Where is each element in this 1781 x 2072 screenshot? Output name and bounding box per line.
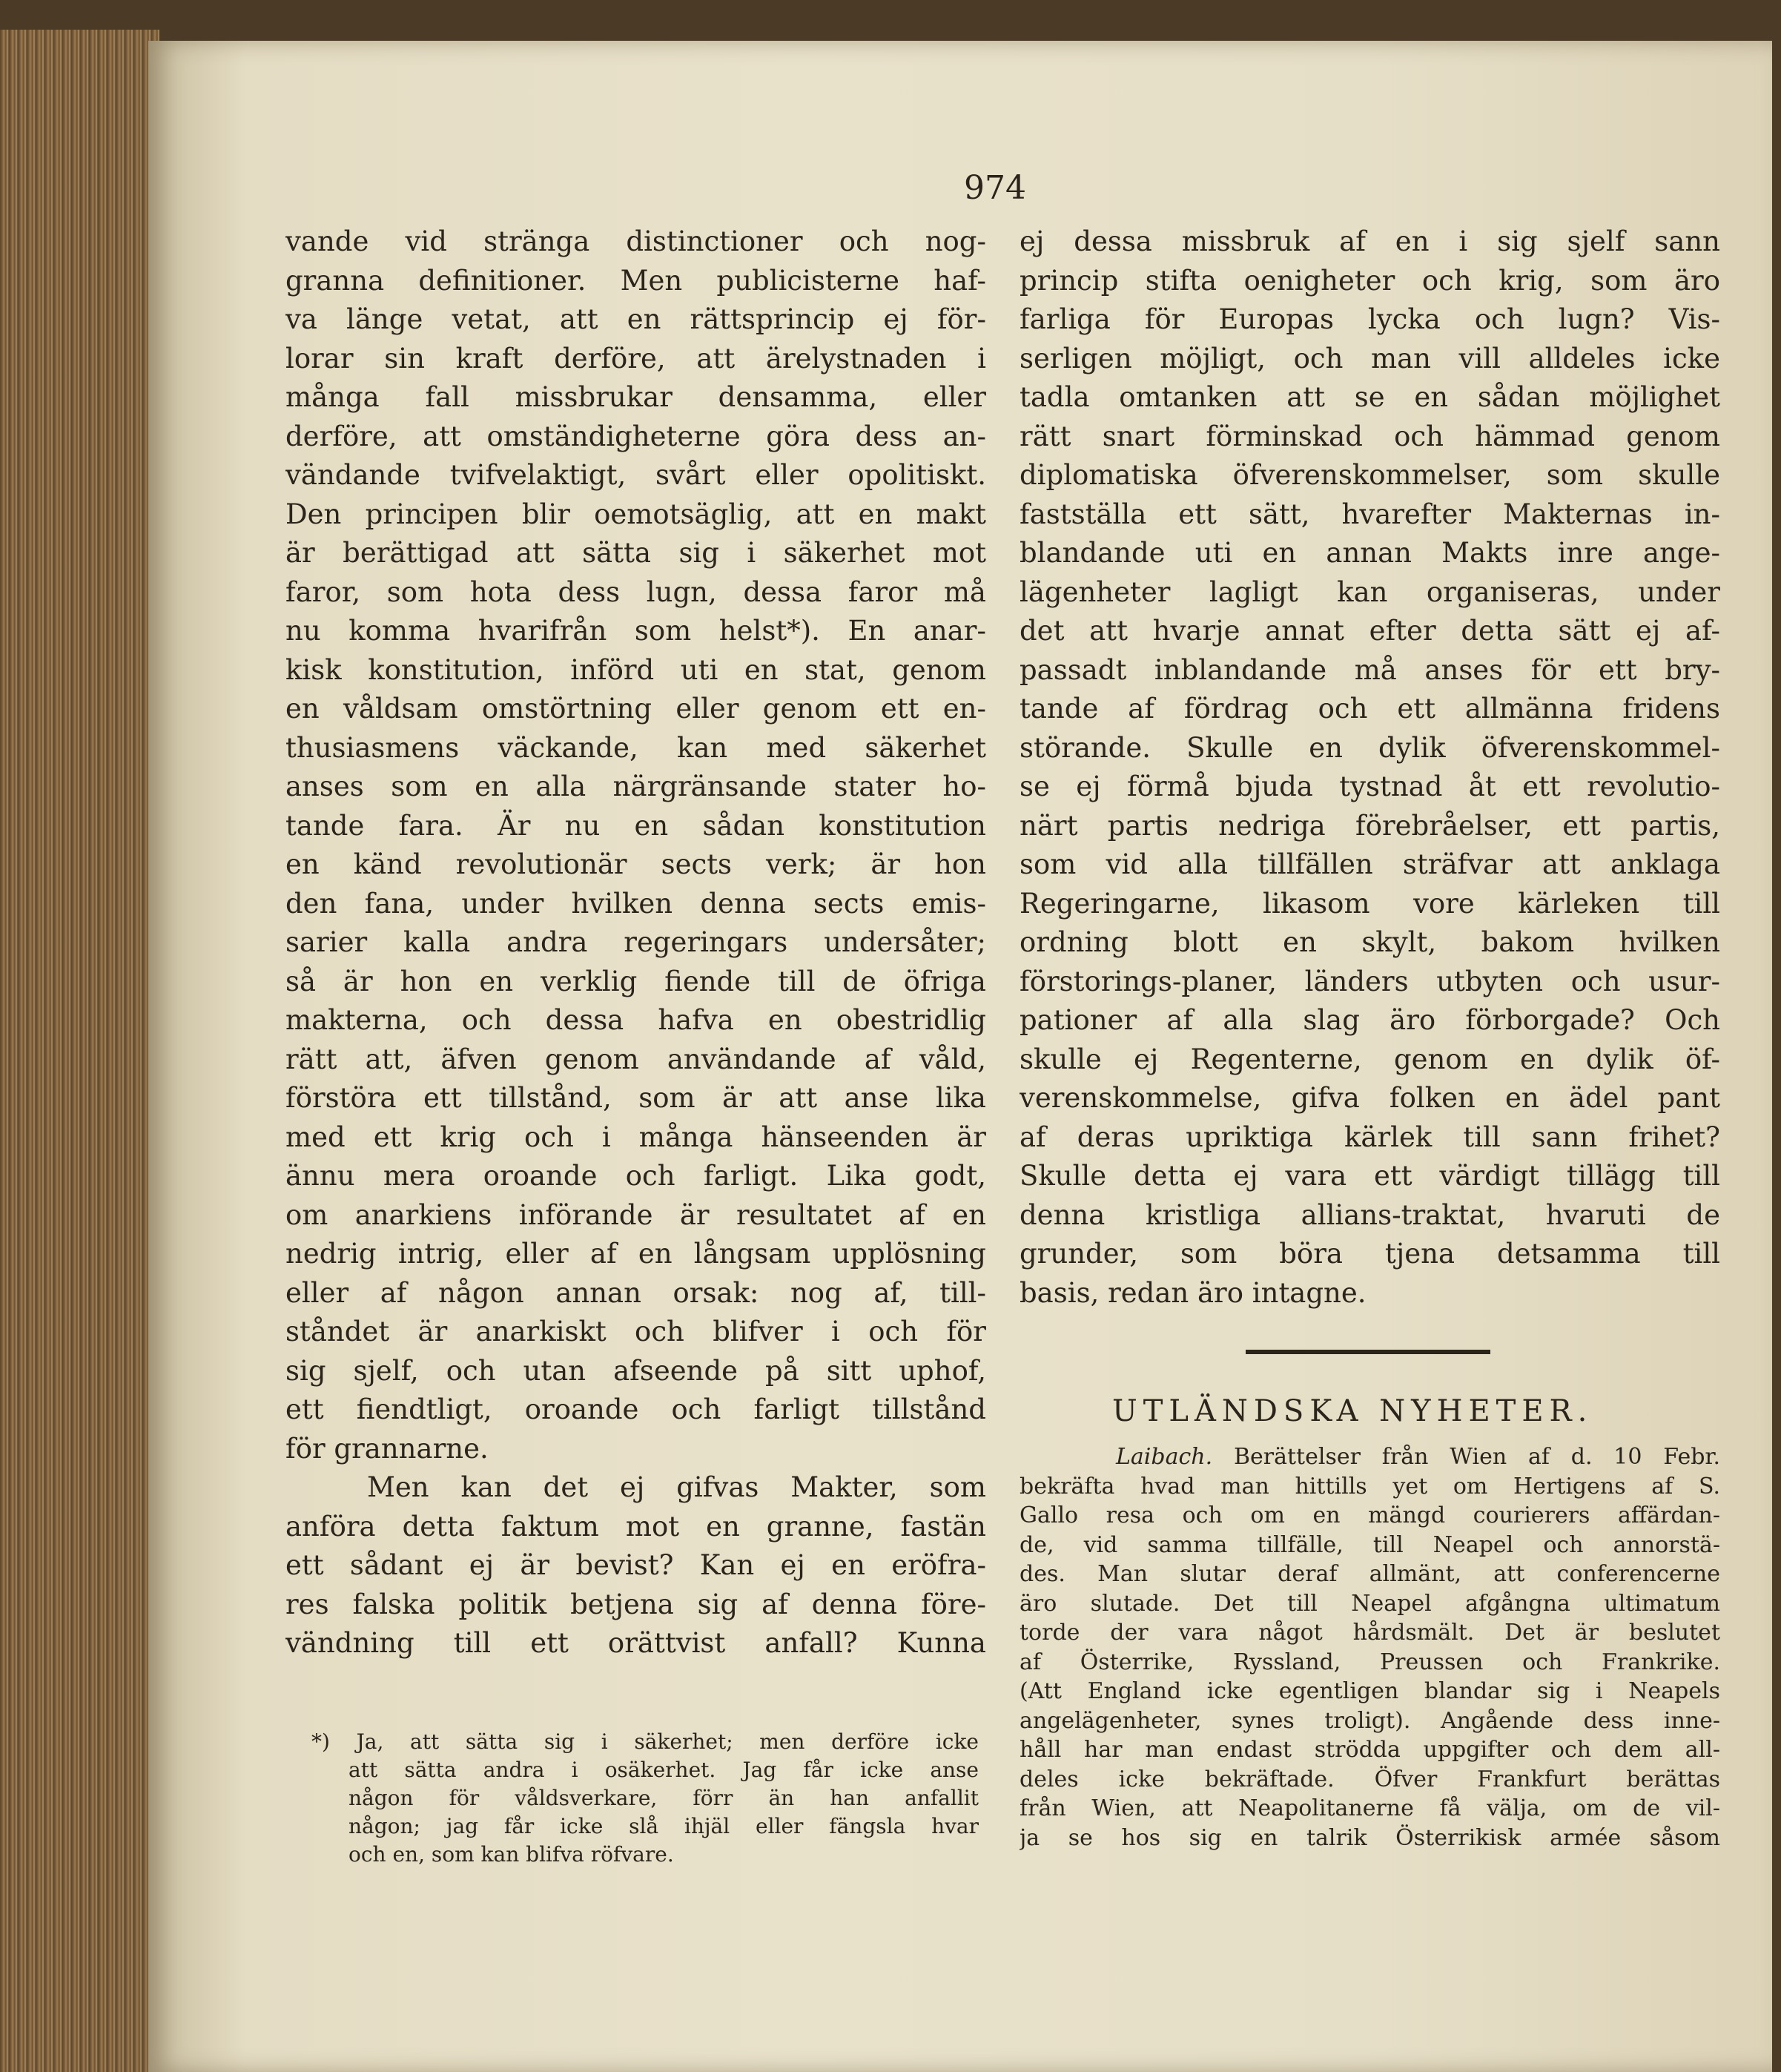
- text-line: förstorings-planer, länders utbyten och usur-: [1020, 965, 1720, 997]
- text-line: vändande tvifvelaktigt, svårt eller opolitiskt.: [285, 459, 986, 491]
- text-line: så är hon en verklig fiende till de öfriga: [285, 965, 986, 997]
- text-line: faror, som hota dess lugn, dessa faror må: [285, 575, 986, 608]
- news-line: torde der vara något hårdsmält. Det är beslutet: [1020, 1620, 1720, 1646]
- news-line: af Österrike, Ryssland, Preussen och Frankrike.: [1020, 1649, 1720, 1675]
- right-column: [1020, 222, 1720, 1313]
- footnote-line: någon; jag får icke slå ihjäl eller fängsla hvar: [348, 1814, 979, 1838]
- text-line: för grannarne.: [285, 1432, 489, 1465]
- text-line: tande af fördrag och ett allmänna fridens: [1020, 693, 1720, 725]
- text-line: farliga för Europas lycka och lugn? Vis-: [1020, 303, 1720, 335]
- news-line: (Att England icke egentligen blandar sig i Neapels: [1020, 1678, 1720, 1704]
- footnote-line: att sätta andra i osäkerhet. Jag får icke anse: [348, 1758, 979, 1782]
- news-dateline-place: Laibach.: [1116, 1444, 1213, 1470]
- text-line: lorar sin kraft derföre, att ärelystnaden i: [285, 342, 986, 375]
- news-first-line-text: Berättelser från Wien af d. 10 Febr.: [1233, 1444, 1720, 1470]
- text-line: pationer af alla slag äro förborgade? Och: [1020, 1004, 1720, 1036]
- news-line: deles icke bekräftade. Öfver Frankfurt berättas: [1020, 1766, 1720, 1792]
- text-line: en känd revolutionär sects verk; är hon: [285, 848, 986, 880]
- text-line: ett fiendtligt, oroande och farligt tillstånd: [285, 1393, 986, 1425]
- text-line: derföre, att omständigheterne göra dess an-: [285, 420, 986, 452]
- news-text: [1020, 1442, 1720, 1852]
- footnote-line: *) Ja, att sätta sig i säkerhet; men derföre icke: [311, 1729, 979, 1754]
- news-line: ja se hos sig en talrik Österrikisk armée såsom: [1020, 1824, 1720, 1851]
- text-line: blandande uti en annan Makts inre ange-: [1020, 537, 1720, 569]
- text-line: princip stifta oenigheter och krig, som äro: [1020, 264, 1720, 297]
- text-line: makterna, och dessa hafva en obestridlig: [285, 1004, 986, 1036]
- text-line: kisk konstitution, införd uti en stat, genom: [285, 653, 986, 686]
- text-line: Regeringarne, likasom vore kärleken till: [1020, 887, 1720, 920]
- news-line: från Wien, att Neapolitanerne få välja, om de vil-: [1020, 1795, 1720, 1821]
- text-line: nu komma hvarifrån som helst*). En anar-: [285, 615, 986, 647]
- text-line: va länge vetat, att en rättsprincip ej för-: [285, 303, 986, 335]
- text-line: passadt inblandande må anses för ett bry-: [1020, 653, 1720, 686]
- text-line: anses som en alla närgränsande stater ho-: [285, 771, 986, 802]
- text-line: ståndet är anarkiskt och blifver i och för: [285, 1316, 986, 1347]
- text-line: Men kan det ej gifvas Makter, som: [367, 1471, 986, 1503]
- text-line: störande. Skulle en dylik öfverenskommel-: [1020, 731, 1720, 764]
- text-line: basis, redan äro intagne.: [1020, 1276, 1367, 1309]
- text-line: sig sjelf, och utan afseende på sitt uphof,: [285, 1354, 986, 1387]
- text-line: verenskommelse, gifva folken en ädel pant: [1020, 1082, 1720, 1114]
- news-first-line: [1020, 1442, 1720, 1472]
- text-line: se ej förmå bjuda tystnad åt ett revolutio-: [1020, 771, 1720, 802]
- text-line: tande fara. Är nu en sådan konstitution: [285, 809, 986, 842]
- text-line: denna kristliga allians-traktat, hvaruti de: [1020, 1198, 1720, 1231]
- text-line: lägenheter lagligt kan organiseras, under: [1020, 575, 1720, 608]
- text-line: anföra detta faktum mot en granne, fastän: [285, 1510, 986, 1543]
- text-line: ett sådant ej är bevist? Kan ej en eröfra-: [285, 1549, 986, 1581]
- text-line: vande vid stränga distinctioner och nog-: [285, 225, 986, 257]
- news-line: angelägenheter, synes troligt). Angående dess inne-: [1020, 1707, 1720, 1734]
- footnote-line: någon för våldsverkare, förr än han anfallit: [348, 1786, 979, 1810]
- news-line: håll har man endast strödda uppgifter och dem all-: [1020, 1737, 1720, 1763]
- section-divider: [1246, 1350, 1490, 1354]
- text-line: sarier kalla andra regeringars undersåter;: [285, 926, 986, 958]
- text-line: af deras upriktiga kärlek till sann frihet?: [1020, 1121, 1720, 1153]
- text-line: många fall missbrukar densamma, eller: [285, 381, 986, 413]
- news-line: des. Man slutar deraf allmänt, att conferencerne: [1020, 1561, 1720, 1587]
- text-line: rätt att, äfven genom användande af våld,: [285, 1043, 986, 1075]
- text-line: eller af någon annan orsak: nog af, till-: [285, 1276, 986, 1309]
- text-line: Den principen blir oemotsäglig, att en makt: [285, 498, 986, 530]
- news-section-heading: UTLÄNDSKA NYHETER.: [1112, 1394, 1593, 1428]
- news-line: de, vid samma tillfälle, till Neapel och annorstä-: [1020, 1531, 1720, 1558]
- text-line: förstöra ett tillstånd, som är att anse lika: [285, 1082, 986, 1114]
- text-line: res falska politik betjena sig af denna före-: [285, 1588, 986, 1620]
- text-line: ordning blott en skylt, bakom hvilken: [1020, 926, 1720, 958]
- left-column: [285, 222, 986, 1663]
- text-line: tadla omtanken att se en sådan möjlighet: [1020, 381, 1720, 413]
- text-line: ej dessa missbruk af en i sig sjelf sann: [1020, 225, 1720, 257]
- news-line: Gallo resa och om en mängd courierers affärdan-: [1020, 1502, 1720, 1528]
- news-line: bekräfta hvad man hittills yet om Hertigens af S.: [1020, 1473, 1720, 1499]
- text-line: rätt snart förminskad och hämmad genom: [1020, 420, 1720, 452]
- text-line: ännu mera oroande och farligt. Lika godt,: [285, 1160, 986, 1192]
- text-line: diplomatiska öfverenskommelser, som skulle: [1020, 459, 1720, 491]
- news-line: äro slutade. Det till Neapel afgångna ultimatum: [1020, 1590, 1720, 1617]
- text-line: fastställa ett sätt, hvarefter Makternas in-: [1020, 498, 1720, 530]
- text-line: Skulle detta ej vara ett värdigt tillägg till: [1020, 1160, 1720, 1192]
- text-line: granna definitioner. Men publicisterne haf-: [285, 264, 986, 297]
- text-line: en våldsam omstörtning eller genom ett en-: [285, 693, 986, 725]
- text-line: det att hvarje annat efter detta sätt ej af-: [1020, 615, 1720, 647]
- page-number: 974: [964, 169, 1026, 207]
- text-line: om anarkiens införande är resultatet af en: [285, 1198, 986, 1231]
- text-line: vändning till ett orättvist anfall? Kunna: [285, 1627, 986, 1659]
- text-line: närt partis nedriga förebråelser, ett partis,: [1020, 809, 1720, 842]
- text-line: skulle ej Regenterne, genom en dylik öf-: [1020, 1043, 1720, 1075]
- book-page-edges: [0, 30, 159, 2072]
- text-line: med ett krig och i många hänseenden är: [285, 1121, 986, 1153]
- text-line: grunder, som böra tjena detsamma till: [1020, 1238, 1720, 1270]
- text-line: thusiasmens väckande, kan med säkerhet: [285, 731, 986, 764]
- text-line: nedrig intrig, eller af en långsam upplösning: [285, 1238, 986, 1270]
- footnote: [311, 1728, 979, 1869]
- text-line: är berättigad att sätta sig i säkerhet mot: [285, 537, 986, 569]
- text-line: den fana, under hvilken denna sects emis-: [285, 887, 986, 920]
- text-line: serligen möjligt, och man vill alldeles icke: [1020, 342, 1720, 375]
- footnote-line: och en, som kan blifva röfvare.: [348, 1842, 674, 1867]
- text-line: som vid alla tillfällen sträfvar att anklaga: [1020, 848, 1720, 880]
